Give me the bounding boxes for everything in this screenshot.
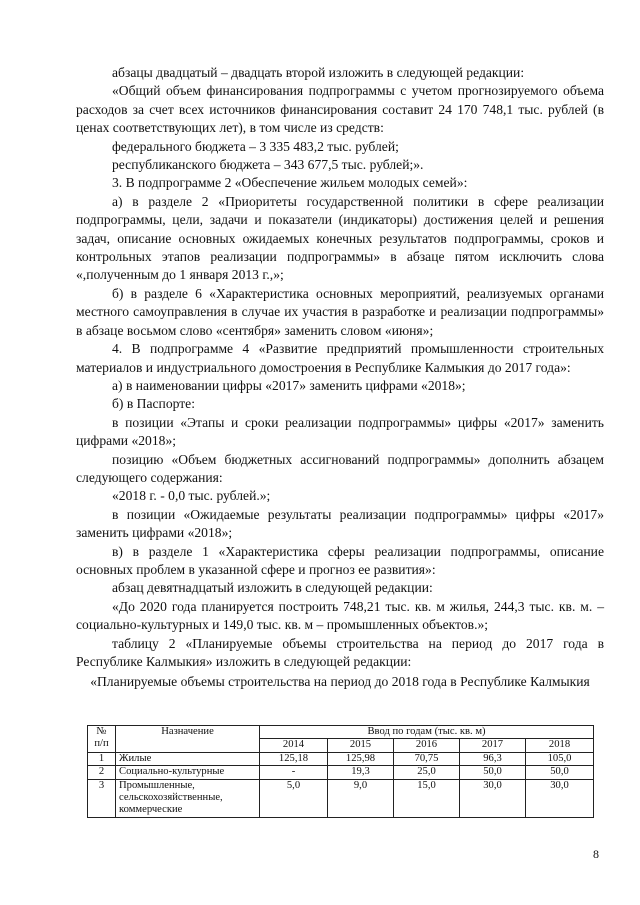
row-value: 30,0 — [460, 779, 526, 817]
paragraph: республиканского бюджета – 343 677,5 тыс. рублей;». — [112, 157, 424, 173]
year-header: 2016 — [394, 739, 460, 752]
row-number: 2 — [88, 766, 116, 779]
paragraph: 4. В подпрограмме 4 «Развитие предприятий промышленности строительных материалов и индустриального домостроения в Республике Калмыкия до 2017 года»: — [76, 341, 604, 375]
row-purpose: Жилые — [116, 752, 260, 765]
table-title: «Планируемые объемы строительства на период до 2018 года в Республике Калмыкия — [90, 674, 590, 689]
row-value: 19,3 — [328, 766, 394, 779]
row-value: 15,0 — [394, 779, 460, 817]
page-number: 8 — [593, 847, 599, 861]
row-value: 25,0 — [394, 766, 460, 779]
column-header-purpose: Назначение — [116, 726, 260, 753]
paragraph: позицию «Объем бюджетных ассигнований подпрограммы» дополнить абзацем следующего содержания: — [76, 451, 604, 485]
paragraph: в) в разделе 1 «Характеристика сферы реализации подпрограммы, описание основных проблем в указанной сфере и прогноз ее развития»: — [76, 543, 604, 577]
paragraph: б) в разделе 6 «Характеристика основных мероприятий, реализуемых органами местного самоуправления в случае их участия в разработке и реализации подпрограммы» в абзаце восьмом слово «сентября» заменить словом «июня»; — [76, 285, 604, 338]
paragraph: в позиции «Ожидаемые результаты реализации подпрограммы» цифры «2017» заменить цифрами «2018»; — [76, 506, 604, 541]
paragraph: «2018 г. - 0,0 тыс. рублей.»; — [112, 488, 271, 504]
paragraph: «До 2020 года планируется построить 748,21 тыс. кв. м жилья, 244,3 тыс. кв. м. – социально-культурных и 149,0 тыс. кв. м – промышленных объектов.»; — [76, 598, 604, 633]
row-value: 125,18 — [260, 752, 328, 765]
paragraph: «Общий объем финансирования подпрограммы с учетом прогнозируемого объема расходов за счет всех источников финансирования составит 24 170 748,1 тыс. рублей (в ценах соответствующих лет), в том числе из средств: — [76, 83, 604, 136]
paragraph: таблицу 2 «Планируемые объемы строительства на период до 2017 года в Республике Калмыкия» изложить в следующей редакции: — [76, 635, 604, 669]
row-value: 70,75 — [394, 752, 460, 765]
table-header-row — [88, 726, 594, 739]
year-header: 2017 — [460, 739, 526, 752]
row-value: 50,0 — [526, 766, 594, 779]
paragraph: а) в разделе 2 «Приоритеты государственной политики в сфере реализации подпрограммы, цели, задачи и показатели (индикаторы) достижения целей и решения задач, описание основных ожидаемых конечных результатов подпрограммы, сроков и контрольных этапов реализации подпрограммы» в абзаце пятом исключить слова «,полученным до 1 января 2013 г.,»; — [76, 193, 604, 283]
year-header: 2015 — [328, 739, 394, 752]
column-header-input-by-year: Ввод по годам (тыс. кв. м) — [260, 726, 594, 739]
year-header: 2018 — [526, 739, 594, 752]
row-value: 125,98 — [328, 752, 394, 765]
row-value: - — [260, 766, 328, 779]
paragraph: абзац девятнадцатый изложить в следующей редакции: — [112, 580, 433, 596]
column-header-number: № п/п — [88, 726, 116, 753]
row-number: 3 — [88, 779, 116, 817]
table-row — [88, 779, 594, 817]
row-value: 96,3 — [460, 752, 526, 765]
paragraph: б) в Паспорте: — [112, 396, 195, 412]
row-value: 9,0 — [328, 779, 394, 817]
row-purpose: Социально-культурные — [116, 766, 260, 779]
paragraph: 3. В подпрограмме 2 «Обеспечение жильем молодых семей»: — [112, 175, 468, 191]
table-row — [88, 752, 594, 765]
paragraph: а) в наименовании цифры «2017» заменить цифрами «2018»; — [112, 377, 466, 393]
year-header: 2014 — [260, 739, 328, 752]
row-value: 50,0 — [460, 766, 526, 779]
table-row — [88, 766, 594, 779]
row-number: 1 — [88, 752, 116, 765]
row-purpose: Промышленные, сельскохозяйственные, коммерческие — [116, 779, 260, 817]
construction-table — [87, 725, 594, 818]
row-value: 105,0 — [526, 752, 594, 765]
paragraph: федерального бюджета – 3 335 483,2 тыс. рублей; — [112, 138, 399, 154]
row-value: 30,0 — [526, 779, 594, 817]
row-value: 5,0 — [260, 779, 328, 817]
body-text — [76, 64, 604, 671]
paragraph: абзацы двадцатый – двадцать второй изложить в следующей редакции: — [112, 65, 525, 80]
paragraph: в позиции «Этапы и сроки реализации подпрограммы» цифры «2017» заменить цифрами «2018»; — [76, 414, 604, 449]
